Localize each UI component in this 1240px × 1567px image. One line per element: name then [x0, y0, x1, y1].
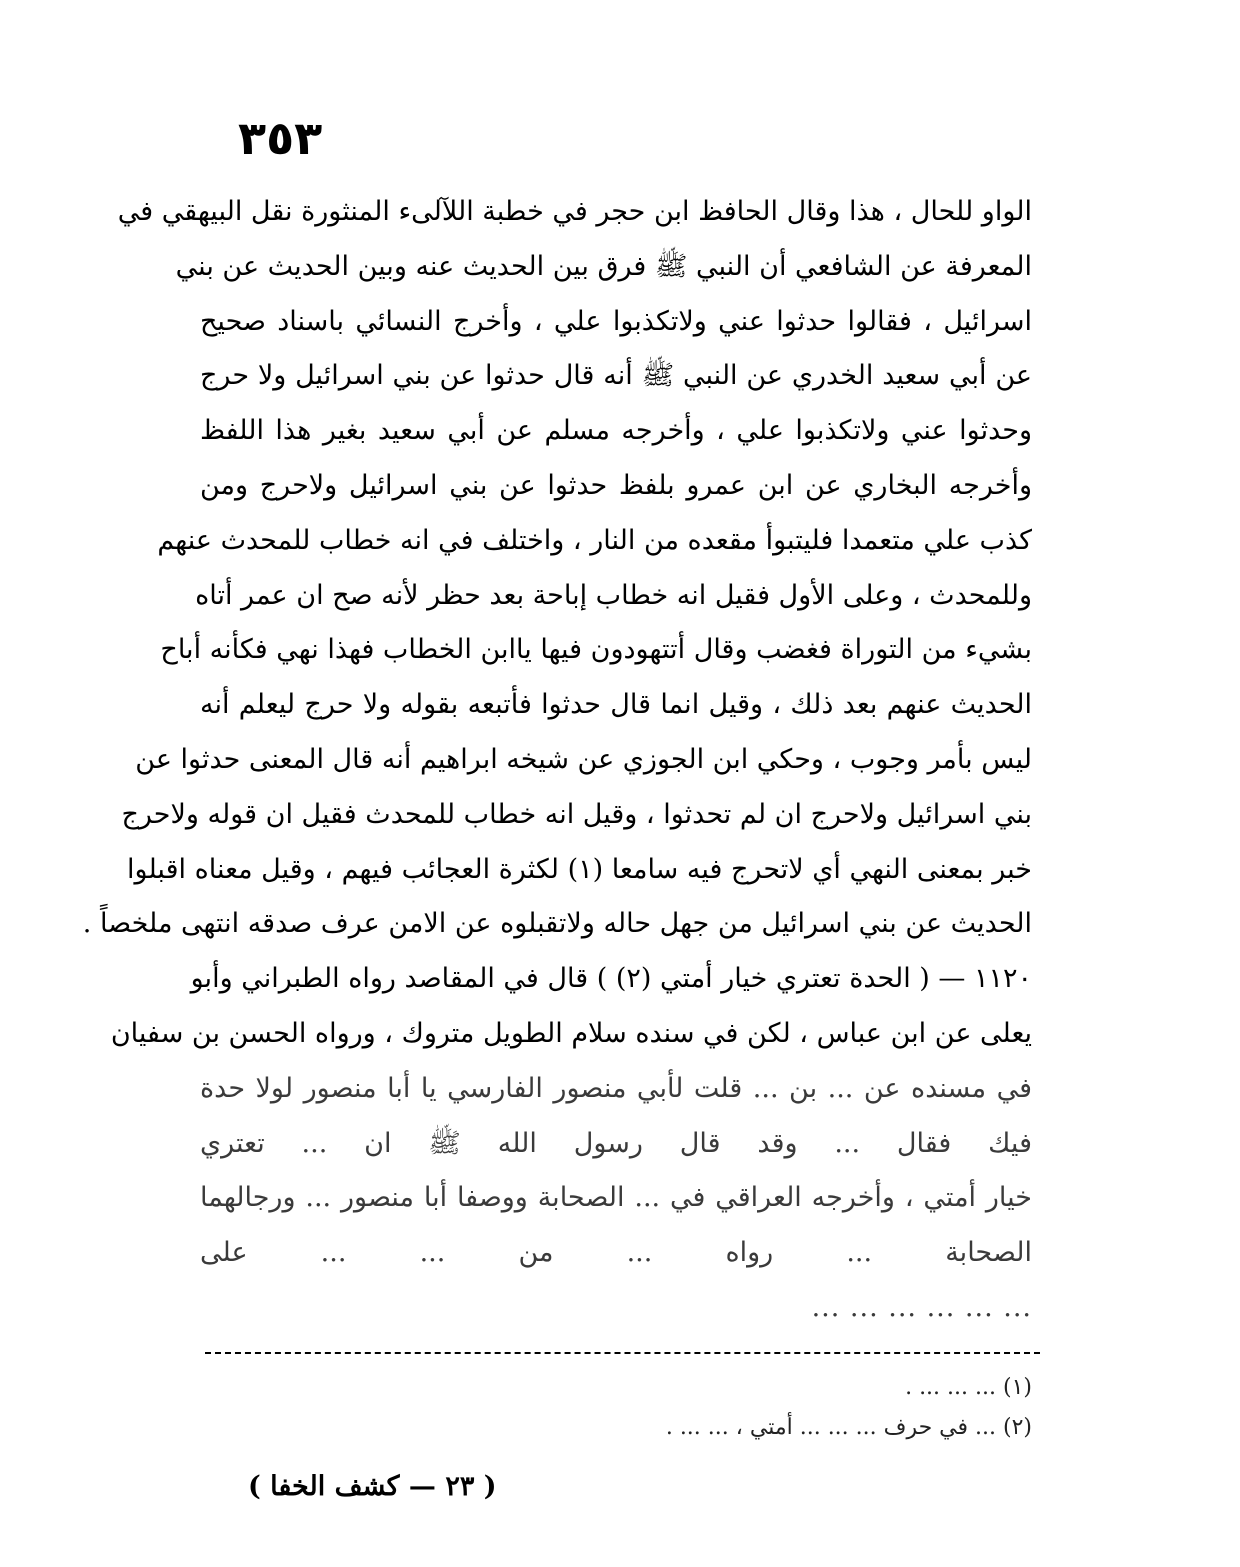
text-line: خبر بمعنى النهي أي لاتحرج فيه سامعا (١) لكثرة العجائب فيهم ، وقيل معناه اقبلوا — [127, 853, 1032, 885]
text-line: كذب علي متعمدا فليتبوأ مقعده من النار ، واختلف في انه خطاب للمحدث عنهم — [157, 524, 1032, 556]
text-line: الصحابة ... رواه ... من ... ... على — [200, 1237, 1032, 1269]
body-text — [82, 185, 1032, 1336]
text-line: ... ... ... ... ... ... — [811, 1291, 1032, 1323]
text-line: وللمحدث ، وعلى الأول فقيل انه خطاب إباحة بعد حظر لأنه صح ان عمر أتاه — [195, 579, 1032, 611]
page-number: ٣٥٣ — [238, 111, 323, 165]
text-line: ليس بأمر وجوب ، وحكي ابن الجوزي عن شيخه ابراهيم أنه قال المعنى حدثوا عن — [135, 743, 1032, 775]
text-line: فيك فقال ... وقد قال رسول الله ﷺ ان ... تعتري — [200, 1127, 1032, 1159]
text-line: وأخرجه البخاري عن ابن عمرو بلفظ حدثوا عن بني اسرائيل ولاحرج ومن — [200, 469, 1032, 501]
text-line: الحديث عن بني اسرائيل من جهل حاله ولاتقبلوه عن الامن عرف صدقه انتهى ملخصاً . — [82, 908, 1032, 940]
entry-heading-line: ١١٢٠ — ( الحدة تعتري خيار أمتي (٢) ) قال في المقاصد رواه الطبراني وأبو — [190, 963, 1032, 995]
footnote: (١) ... ... ... . — [905, 1375, 1032, 1400]
text-line: الحديث عنهم بعد ذلك ، وقيل انما قال حدثوا فأتبعه بقوله ولا حرج ليعلم أنه — [200, 689, 1032, 721]
footnotes — [200, 1368, 1032, 1448]
text-line: اسرائيل ، فقالوا حدثوا عني ولاتكذبوا علي ، وأخرج النسائي باسناد صحيح — [200, 305, 1032, 337]
text-line: المعرفة عن الشافعي أن النبي ﷺ فرق بين الحديث عنه وبين الحديث عن بني — [175, 250, 1032, 282]
text-line: يعلى عن ابن عباس ، لكن في سنده سلام الطويل متروك ، ورواه الحسن بن سفيان — [110, 1017, 1032, 1049]
signature-mark: ( ٢٣ — كشف الخفا ) — [248, 1471, 497, 1502]
text-line: في مسنده عن ... بن ... قلت لأبي منصور الفارسي يا أبا منصور لولا حدة — [200, 1072, 1032, 1104]
text-line: عن أبي سعيد الخدري عن النبي ﷺ أنه قال حدثوا عن بني اسرائيل ولا حرج — [200, 360, 1032, 392]
text-line: بشيء من التوراة فغضب وقال أتتهودون فيها ياابن الخطاب فهذا نهي فكأنه أباح — [160, 634, 1032, 666]
footnote: (٢) ... في حرف ... ... ... أمتي ، ... ... . — [665, 1415, 1032, 1440]
text-line: الواو للحال ، هذا وقال الحافظ ابن حجر في خطبة اللآلىء المنثورة نقل البيهقي في — [117, 196, 1032, 227]
text-line: خيار أمتي ، وأخرجه العراقي في ... الصحابة ووصفا أبا منصور ... ورجالهما — [200, 1182, 1032, 1214]
footnote-divider — [205, 1352, 1040, 1354]
text-line: بني اسرائيل ولاحرج ان لم تحدثوا ، وقيل انه خطاب للمحدث فقيل ان قوله ولاحرج — [121, 798, 1032, 830]
text-line: وحدثوا عني ولاتكذبوا علي ، وأخرجه مسلم عن أبي سعيد بغير هذا اللفظ — [200, 415, 1032, 447]
